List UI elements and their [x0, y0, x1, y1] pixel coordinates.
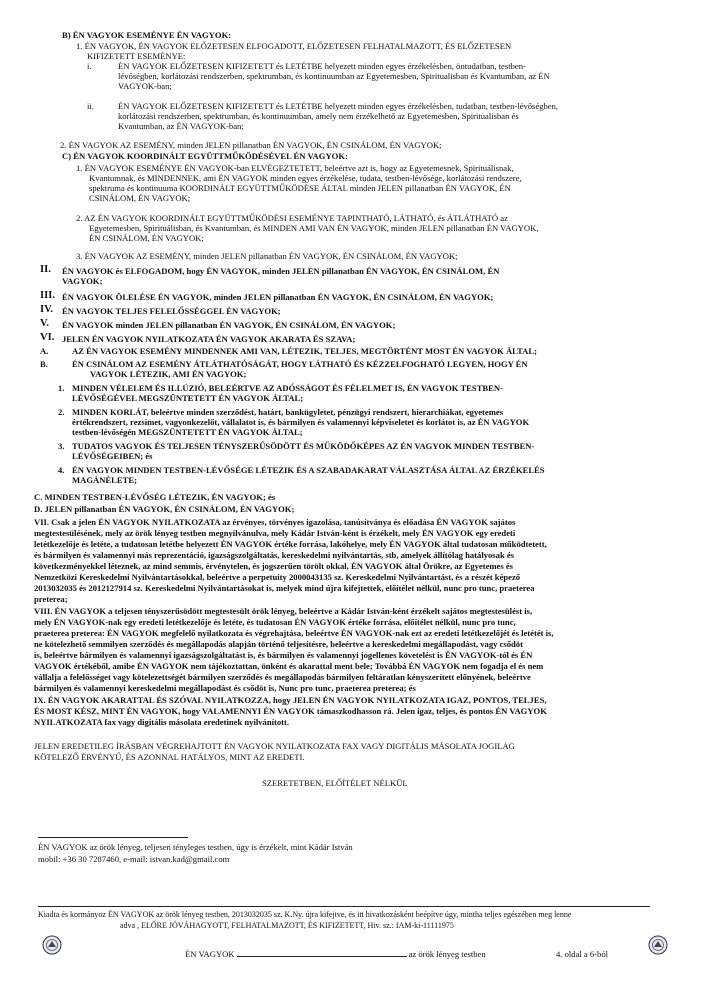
roman-vi-line: JELEN ÉN VAGYOK NYILATKOZATA ÉN VAGYOK AKARATA ÉS SZAVA; — [62, 334, 356, 344]
bii-line2: korlátozási rendszerben, spektrumban, és kontinuumban, amely nem érzékelhető az Egyetemesben, Spiritualisban és — [118, 111, 519, 121]
viii-line4: ne kötelezhető semmilyen szerződés és megállapodás alapján történő teljesítésre, beleértve a kereskedelmi megállapodást, vagy csődöt — [34, 639, 523, 649]
roman-vi-marker: VI. — [40, 332, 55, 343]
viii-line1: VIII. ÉN VAGYOK a teljesen tényszerűsödött megtestesült örök lényeg, beleértve a Kádár István-ként érzékelt sajátos megtestesülést is, — [34, 606, 533, 616]
bii-line3: Kvantumban, az ÉN VAGYOK-ban; — [118, 121, 244, 131]
vii-line6: Nemzetközi Kereskedelmi Nyilvántartásokkal, beleértve a perpetuity 2000043135 sz. Kereskedelmi Nyilvántartást, és a részét képező — [34, 572, 521, 582]
regards-line: SZERETETBEN, ELŐÍTÉLET NÉLKÜL — [262, 778, 408, 788]
bii-marker: ii. — [87, 101, 94, 111]
n1-line1: MINDEN VÉLELEM ÉS ILLÚZIÓ, BELEÉRTVE AZ ADÓSSÁGOT ÉS FÉLELMET IS, ÉN VAGYOK TESTBEN- — [72, 383, 503, 393]
c1-line1: 1. ÉN VAGYOK ESEMÉNYE ÉN VAGYOK-ban ELVÉGEZTETETT, beleértve azt is, hogy az Egyetemesnek, Spirituálisnak, — [76, 163, 514, 173]
c3-line: 3. ÉN VAGYOK AZ ESEMÉNY, minden JELEN pillanatban ÉN VAGYOK, ÉN CSINÁLOM, ÉN VAGYOK; — [76, 251, 458, 261]
section-b-heading: B) ÉN VAGYOK ESEMÉNYE ÉN VAGYOK: — [62, 30, 232, 40]
n2-line1: MINDEN KORLÁT, beleértve minden szerződést, határt, bankügyletet, pénzügyi rendszert, hierarchiákat, egyetemes — [72, 407, 504, 417]
n4-marker: 4. — [58, 465, 65, 475]
n2-line3: testben-lévőségén MEGSZÜNTETETT ÉN VAGYOK ÁLTAL; — [72, 427, 303, 437]
n2-marker: 2. — [58, 407, 65, 417]
n4-line1: ÉN VAGYOK MINDEN TESTBEN-LÉVŐSÉGE LÉTEZIK ÉS A SZABADAKARAT VÁLASZTÁSA ÁLTAL AZ ÉRZÉKELÉS — [72, 465, 545, 475]
signature-name: ÉN VAGYOK az örök lényeg, teljesen tényleges testben, úgy is érzékelt, mint Kádár István — [38, 842, 353, 852]
seal-logo-icon — [42, 935, 62, 955]
vii-line5: következményekkel léteznek, az mind semmis, érvénytelen, és jogszerűen törölt okkal, ÉN VAGYOK által Örökre, az Egyetemes és — [34, 561, 514, 571]
signature-contact: mobil: +36 30 7287460, e-mail: istvan.kad@gmail.com — [38, 854, 230, 864]
viii-line3: praeterea preterea: ÉN VAGYOK megfelelő nyilatkozata és végrehajtása, beleértve ÉN VAGYOK-nak ezt az eredeti letétkezelőjét és letétét is, — [34, 628, 554, 638]
ix-line1: IX. ÉN VAGYOK AKARATTAL ÉS SZÓVAL NYILATKOZZA, hogy JELEN ÉN VAGYOK NYILATKOZATA IGAZ, PONTOS, TELJES, — [34, 695, 547, 705]
bii-line1: ÉN VAGYOK ELŐZETESEN KIFIZETETT és LETÉTBE helyezett minden egyes érzékelésben, tudatban, testben-lévőségben, — [118, 101, 559, 111]
bottom-right-text: az örök lényeg testben — [408, 949, 486, 959]
vii-line1: VII. Csak a jelen ÉN VAGYOK NYILATKOZATA az érvényes, törvényes igazolása, tanúsítványa és előadása ÉN VAGYOK sajátos — [34, 517, 516, 527]
b1-line1: 1. ÉN VAGYOK, ÉN VAGYOK ELŐZETESEN ELFOGADOTT, ELŐZETESEN FELHATALMAZOTT, ÉS ELŐZETESEN — [76, 41, 512, 51]
n3-marker: 3. — [58, 441, 65, 451]
vii-line8: preterea; — [34, 594, 68, 604]
n1-marker: 1. — [58, 383, 65, 393]
closing-line1: JELEN EREDETILEG ÍRÁSBAN VÉGREHAJTOTT ÉN VAGYOK NYILATKOZATA FAX VAGY DIGITÁLIS MÁSOLATA JOGILAG — [34, 741, 515, 751]
signature-line — [38, 837, 188, 838]
ix-line2: ÉS MOST KÉSZ, MINT ÉN VAGYOK, hogy VALAMENNYI ÉN VAGYOK támaszkodhasson rá. Jelen igaz, teljes, és pontos ÉN VAGYOK — [34, 706, 547, 716]
c1-line3: spektruma és kontinuuma KOORDINÁLT EGYÜTTMŰKÖDÉSE ÁLTAL minden JELEN pillanatban ÉN VAGYOK, ÉN — [89, 183, 511, 193]
viii-line5: is, beleértve bármilyen és valamennyi igazságszolgáltatást is, és bármilyen és valamennyi jogellenes követelést is ÉN VAGYOK-tól és ÉN — [34, 650, 533, 660]
n1-line2: LÉVŐSÉGÉVEL MEGSZÜNTETETT ÉN VAGYOK ÁLTAL; — [72, 393, 304, 403]
n3-line1: TUDATOS VAGYOK ÉS TELJESEN TÉNYSZERŰSÖDÖTT ÉS MŰKÖDŐKÉPES AZ ÉN VAGYOK MINDEN TESTBEN- — [72, 441, 535, 451]
vii-line2: megtestesülésének, mely az örök lényeg testben megnyilvánulva, mely Kádár István-ként is érzékelt, mely ÉN VAGYOK egy eredeti — [34, 528, 516, 538]
n4-line2: MAGÁNÉLETE; — [72, 475, 137, 485]
item-a-marker: A. — [40, 346, 49, 356]
footer-line1: Kiadta és kormányoz ÉN VAGYOK az örök lényeg testben, 2013032035 sz. K.Ny. újra kifejtve, és itt hivatkozásként beépítve úgy, mintha teljes egészében meg lenne — [38, 910, 572, 919]
bi-line1: ÉN VAGYOK ELŐZETESEN KIFIZETETT és LETÉTBE helyezett minden egyes érzékelésben, öntudatban, testben- — [118, 61, 526, 71]
item-d-line: D. JELEN pillanatban ÉN VAGYOK, ÉN CSINÁLOM, ÉN VAGYOK; — [34, 504, 295, 514]
viii-line6: VAGYOK értékéből, amibe ÉN VAGYOK nem tájékoztattan, önként és akarattal ment bele; Továbbá ÉN VAGYOK nem fogadja el és nem — [34, 661, 544, 671]
n3-line2: LÉVŐSÉGEIBEN; és — [72, 451, 153, 461]
vii-line7: 2013032035 és 2012127914 sz. Kereskedelmi Nyilvántartásokat is, melyek mind újra kifejtettek, előítélet nélkül, nunc pro tunc, praeterea — [34, 583, 535, 593]
viii-line2: mely ÉN VAGYOK-nak egy eredeti letétkezelője és letéte, és tudatosan ÉN VAGYOK értéke forrása, előítélet nélkül, nunc pro tunc, — [34, 617, 516, 627]
roman-ii-line1: ÉN VAGYOK és ELFOGADOM, hogy ÉN VAGYOK, minden JELEN pillanatban ÉN VAGYOK, ÉN CSINÁLOM, ÉN — [62, 266, 500, 276]
item-c-line: C. MINDEN TESTBEN-LÉVŐSÉG LÉTEZIK, ÉN VAGYOK; és — [34, 492, 276, 502]
viii-line7: vállalja a felelősséget vagy kötelezettségét bármilyen szerződés és megállapodás bármilyen feltáratlan kényszerített előnyének, beleértve — [34, 672, 531, 682]
footer-line2: adva , ELŐRE JÓVÁHAGYOTT, FELHATALMAZOTT, ÉS KIFIZETETT, Hiv. sz.: IAM-ki-11111975 — [120, 921, 454, 930]
c2-line3: ÉN CSINÁLOM, ÉN VAGYOK; — [89, 233, 204, 243]
footer-rule — [38, 906, 650, 907]
item-b-line2: VAGYOK LÉTEZIK, AMI ÉN VAGYOK; — [90, 369, 247, 379]
roman-iii-marker: III. — [40, 290, 56, 301]
roman-iv-line: ÉN VAGYOK TELJES FELELŐSSÉGGEL ÉN VAGYOK; — [62, 306, 281, 316]
blank-line — [237, 949, 407, 957]
n2-line2: értékrendszert, rezsimet, vagyonkezelőt, vállalatot is, és bármilyen és valamennyi képviseletet és korlátot is, az ÉN VAGYOK — [72, 417, 530, 427]
viii-line8: bármilyen és valamennyi kereskedelmi megállapodást és csődöt is, Nunc pro tunc, praeterea preterea; és — [34, 683, 416, 693]
b1-line2: KIFIZETETT ESEMÉNYE: — [87, 51, 186, 61]
bi-marker: i. — [87, 61, 92, 71]
bi-line3: VAGYOK-ban; — [118, 81, 172, 91]
c2-line2: Egyetemesben, Spirituálisban, és Kvantumban, és MINDEN AMI VAN ÉN VAGYOK, minden JELEN pillanatban ÉN VAGYOK, — [89, 223, 539, 233]
roman-ii-marker: II. — [40, 264, 51, 275]
b2-line: 2. ÉN VAGYOK AZ ESEMÉNY, minden JELEN pillanatban ÉN VAGYOK, ÉN CSINÁLOM, ÉN VAGYOK; — [60, 140, 442, 150]
bi-line2: lévőségben, korlátozási rendszerben, spektrumban, és kontinuumban az Egyetemesben, Spiritualisban és Kvantumban, az ÉN — [118, 71, 550, 81]
c1-line4: CSINÁLOM, ÉN VAGYOK; — [89, 193, 191, 203]
roman-iii-line: ÉN VAGYOK ÖLELÉSE ÉN VAGYOK, minden JELEN pillanatban ÉN VAGYOK, ÉN CSINÁLOM, ÉN VAGYOK; — [62, 292, 494, 302]
c1-line2: Kvantumnak, és MINDENNEK, ami ÉN VAGYOK minden egyes érzékelése, tudata, testben-lévősége, korlátozási rendszere, — [89, 173, 522, 183]
item-a-line: AZ ÉN VAGYOK ESEMÉNY MINDENNEK AMI VAN, LÉTEZIK, TELJES, MEGTÖRTÉNT MOST ÉN VAGYOK ÁLTAL; — [72, 346, 537, 356]
closing-line2: KÖTELEZŐ ÉRVÉNYŰ, ÉS AZONNAL HATÁLYOS, MINT AZ EREDETI. — [34, 752, 305, 762]
bottom-left-text: ÉN VAGYOK — [185, 949, 235, 959]
roman-v-marker: V. — [40, 318, 49, 329]
seal-logo-icon — [648, 935, 668, 955]
roman-iv-marker: IV. — [40, 304, 54, 315]
roman-ii-line2: VAGYOK; — [62, 276, 103, 286]
vii-line3: letétkezelője és letéte, a tudatosan letétbe helyezett ÉN VAGYOK értéke forrása, lakóhelye, mely ÉN VAGYOK által tudatosan működtetett, — [34, 539, 547, 549]
vii-line4: és bármilyen és valamennyi más reprezentáció, igazságszolgáltatás, kereskedelmi nyilvántartás, stb, amelyek állítólag hatályosak és — [34, 550, 515, 560]
item-b-line1: ÉN CSINÁLOM AZ ESEMÉNY ÁTLÁTHATÓSÁGÁT, HOGY LÁTHATÓ ÉS KÉZZELFOGHATÓ LEGYEN, HOGY ÉN — [72, 359, 528, 369]
bottom-line — [185, 949, 486, 959]
page-number: 4. oldal a 6-ból — [556, 949, 609, 959]
item-b-marker: B. — [40, 359, 48, 369]
roman-v-line: ÉN VAGYOK minden JELEN pillanatban ÉN VAGYOK, ÉN CSINÁLOM, ÉN VAGYOK; — [62, 320, 396, 330]
ix-line3: NYILATKOZATA fax vagy digitális másolata eredetinek nyilvánított. — [34, 717, 290, 727]
section-c-heading: C) ÉN VAGYOK KOORDINÁLT EGYÜTTMŰKÖDÉSÉVEL ÉN VAGYOK: — [62, 151, 348, 161]
c2-line1: 2. AZ ÉN VAGYOK KOORDINÁLT EGYÜTTMŰKÖDÉSI ESEMÉNYE TAPINTHATÓ, LÁTHATÓ, és ÁTLÁTHATÓ az — [76, 213, 508, 223]
